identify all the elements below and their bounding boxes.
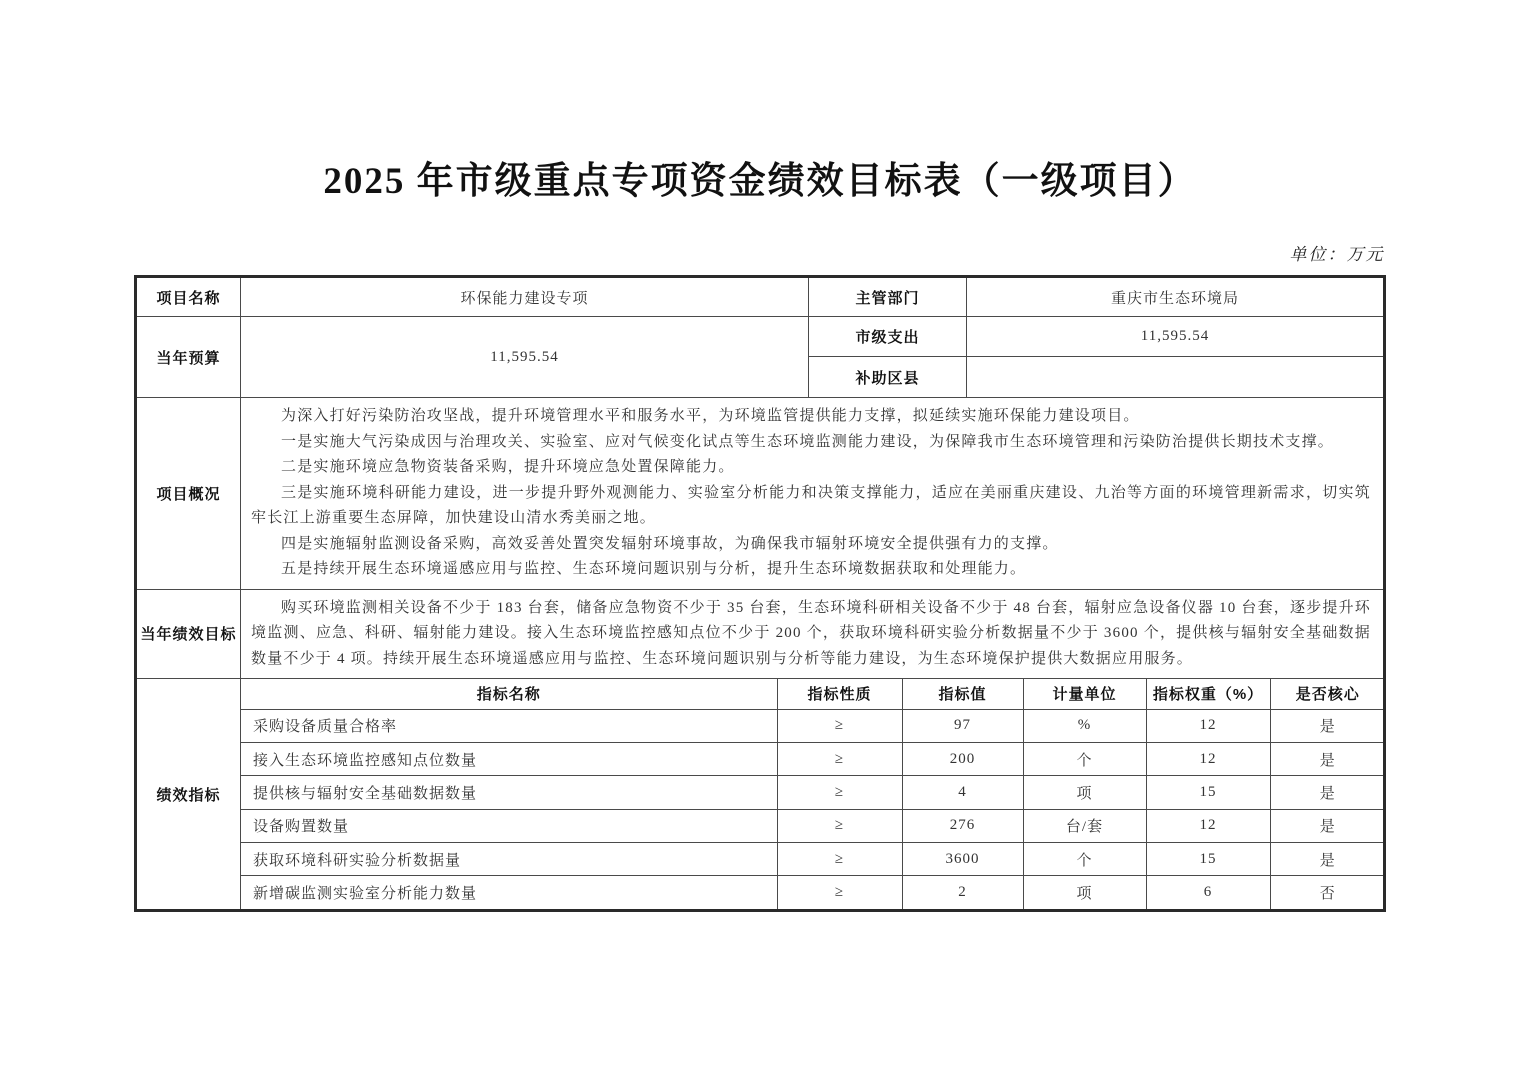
overview-paragraph: 二是实施环境应急物资装备采购，提升环境应急处置保障能力。: [281, 459, 735, 475]
indicator-nature: ≥: [777, 776, 902, 809]
overview-paragraph: 三是实施环境科研能力建设，进一步提升野外观测能力、实验室分析能力和决策支撑能力，适应在美丽重庆建设、九治等方面的环境管理新需求，切实筑牢长江上游重要生态屏障，加快建设山清水秀美丽之地。: [251, 484, 1371, 526]
indicators-table: [241, 679, 1385, 909]
indicator-nature: ≥: [777, 876, 902, 909]
indicator-core: 是: [1270, 842, 1385, 875]
department-label: 主管部门: [809, 277, 967, 317]
indicator-nature: ≥: [777, 709, 902, 742]
indicator-row: [241, 709, 1385, 742]
indicator-row: [241, 776, 1385, 809]
overview-paragraph: 为深入打好污染防治攻坚战，提升环境管理水平和服务水平，为环境监管提供能力支撑，拟延续实施环保能力建设项目。: [281, 408, 1140, 424]
indicator-value: 97: [902, 709, 1023, 742]
indicator-value: 4: [902, 776, 1023, 809]
target-label: 当年绩效目标: [136, 589, 241, 679]
overview-paragraph: 五是持续开展生态环境遥感应用与监控、生态环境问题识别与分析，提升生态环境数据获取和处理能力。: [281, 561, 1027, 577]
indicator-unit-header: 计量单位: [1023, 679, 1146, 709]
indicator-row: [241, 743, 1385, 776]
indicator-row: [241, 876, 1385, 909]
project-name-label: 项目名称: [136, 277, 241, 317]
indicator-core-header: 是否核心: [1270, 679, 1385, 709]
performance-target-table: [134, 275, 1386, 912]
municipal-expenditure-value: 11,595.54: [967, 317, 1385, 357]
indicator-unit: 项: [1023, 876, 1146, 909]
indicator-nature: ≥: [777, 743, 902, 776]
indicator-unit: 个: [1023, 743, 1146, 776]
indicator-weight: 12: [1146, 809, 1270, 842]
municipal-expenditure-label: 市级支出: [809, 317, 967, 357]
indicator-core: 否: [1270, 876, 1385, 909]
indicator-name: 获取环境科研实验分析数据量: [241, 842, 777, 875]
indicator-row: [241, 842, 1385, 875]
indicator-value: 200: [902, 743, 1023, 776]
indicator-weight: 12: [1146, 743, 1270, 776]
indicator-value: 3600: [902, 842, 1023, 875]
indicator-weight: 12: [1146, 709, 1270, 742]
indicator-value: 2: [902, 876, 1023, 909]
indicator-row: [241, 809, 1385, 842]
table-row: [136, 589, 1385, 679]
project-name-value: 环保能力建设专项: [241, 277, 809, 317]
indicator-core: 是: [1270, 809, 1385, 842]
indicator-name: 接入生态环境监控感知点位数量: [241, 743, 777, 776]
indicator-unit: 台/套: [1023, 809, 1146, 842]
overview-paragraph: 四是实施辐射监测设备采购，高效妥善处置突发辐射环境事故，为确保我市辐射环境安全提供强有力的支撑。: [281, 535, 1059, 552]
table-row: [136, 679, 1385, 911]
indicator-unit: %: [1023, 709, 1146, 742]
overview-label: 项目概况: [136, 398, 241, 590]
county-subsidy-label: 补助区县: [809, 357, 967, 398]
indicator-weight: 15: [1146, 776, 1270, 809]
page-title: 2025 年市级重点专项资金绩效目标表（一级项目）: [323, 161, 1197, 202]
indicator-value: 276: [902, 809, 1023, 842]
budget-value: 11,595.54: [241, 317, 809, 398]
indicator-unit: 项: [1023, 776, 1146, 809]
indicator-core: 是: [1270, 776, 1385, 809]
indicator-unit: 个: [1023, 842, 1146, 875]
table-row: [136, 317, 1385, 357]
table-row: [136, 277, 1385, 317]
indicator-value-header: 指标值: [902, 679, 1023, 709]
indicator-name: 采购设备质量合格率: [241, 709, 777, 742]
indicator-nature: ≥: [777, 842, 902, 875]
indicator-core: 是: [1270, 709, 1385, 742]
indicator-name: 设备购置数量: [241, 809, 777, 842]
indicators-cell: [241, 679, 1385, 911]
indicator-name: 提供核与辐射安全基础数据数量: [241, 776, 777, 809]
indicator-name-header: 指标名称: [241, 679, 777, 709]
indicators-label: 绩效指标: [136, 679, 241, 911]
table-row: [136, 398, 1385, 590]
budget-label: 当年预算: [136, 317, 241, 398]
overview-text: [241, 398, 1385, 590]
indicator-weight: 15: [1146, 842, 1270, 875]
indicator-weight: 6: [1146, 876, 1270, 909]
indicator-name: 新增碳监测实验室分析能力数量: [241, 876, 777, 909]
indicator-core: 是: [1270, 743, 1385, 776]
target-paragraph: 购买环境监测相关设备不少于 183 台套，储备应急物资不少于 35 台套，生态环境科研相关设备不少于 48 台套，辐射应急设备仪器 10 台套，逐步提升环境监测、应急、科研、辐射能力建设。接入生态环境监控感知点位不少于 200 个，获取环境科研实验分析数据量不少于 3600 个，提供核与辐射安全基础数据数量不少于 4 项。持续开展生态环境遥感应用与监控、生态环境问题识别与分析等能力建设，为生态环境保护提供大数据应用服务。: [251, 599, 1371, 667]
indicators-header-row: [241, 679, 1385, 709]
target-text: [241, 589, 1385, 679]
department-value: 重庆市生态环境局: [967, 277, 1385, 317]
unit-note: 单位：万元: [1289, 245, 1385, 264]
indicator-nature: ≥: [777, 809, 902, 842]
indicator-nature-header: 指标性质: [777, 679, 902, 709]
indicator-weight-header: 指标权重（%）: [1146, 679, 1270, 709]
county-subsidy-value: [967, 357, 1385, 398]
overview-paragraph: 一是实施大气污染成因与治理攻关、实验室、应对气候变化试点等生态环境监测能力建设，为保障我市生态环境管理和污染防治提供长期技术支撑。: [281, 433, 1335, 450]
